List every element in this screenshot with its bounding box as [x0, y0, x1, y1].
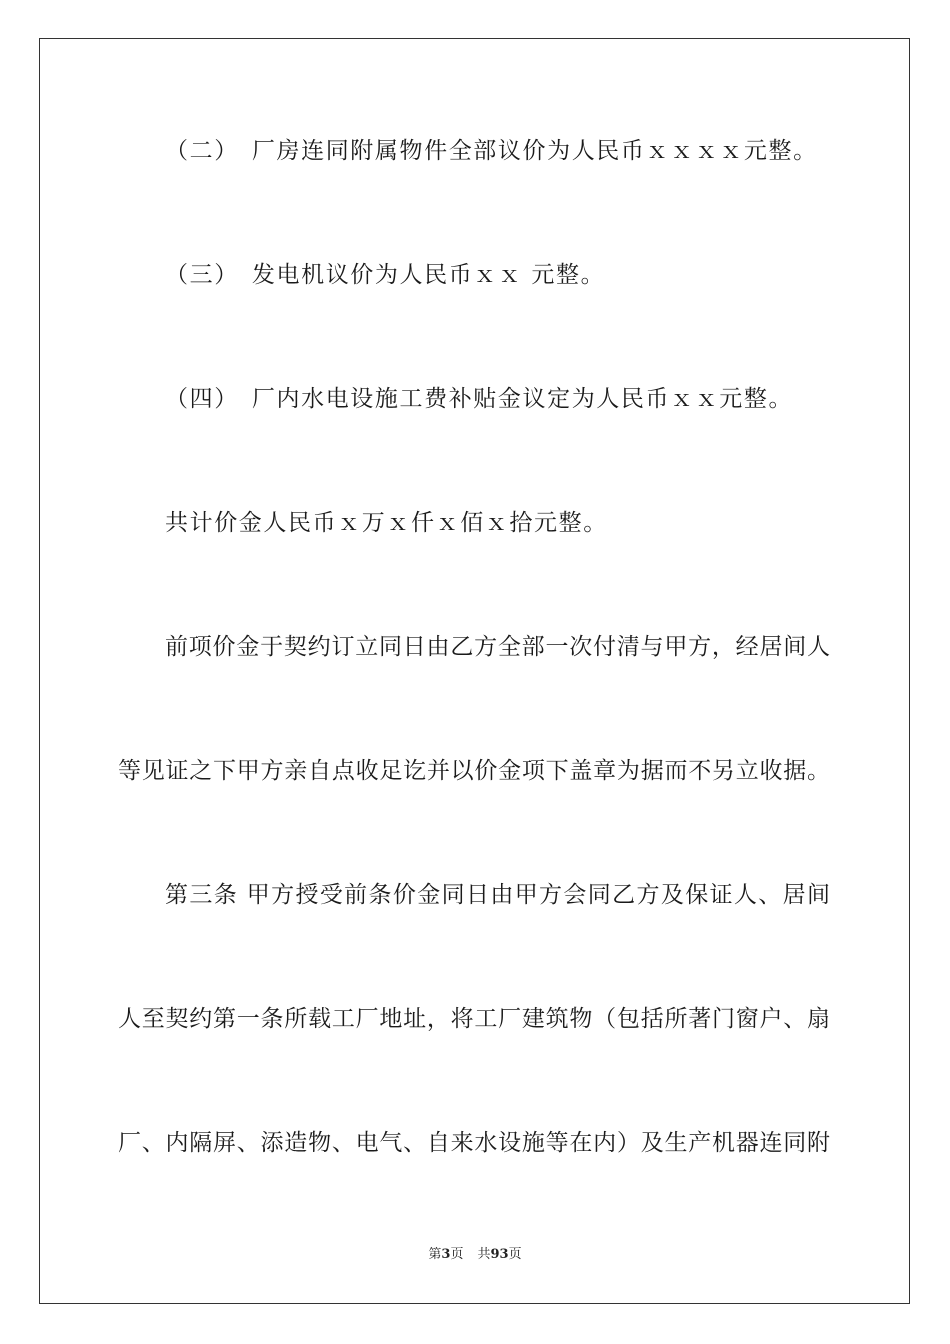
clause-item-2: （二） 厂房连同附属物件全部议价为人民币ｘｘｘｘ元整。	[165, 138, 818, 164]
total-label-suffix: 页	[508, 1247, 522, 1262]
article-three-line-3: 厂、内隔屏、添造物、电气、自来水设施等在内）及生产机器连同附	[118, 1130, 830, 1156]
article-three-line-2: 人至契约第一条所载工厂地址，将工厂建筑物（包括所著门窗户、扇	[118, 1006, 830, 1032]
payment-paragraph-line-2: 等见证之下甲方亲自点收足讫并以价金项下盖章为据而不另立收据。	[118, 758, 830, 784]
clause-item-4: （四） 厂内水电设施工费补贴金议定为人民币ｘｘ元整。	[165, 386, 794, 412]
total-price-line: 共计价金人民币ｘ万ｘ仟ｘ佰ｘ拾元整。	[165, 510, 608, 536]
total-pages: 93	[490, 1247, 509, 1262]
page-number: 3	[441, 1247, 451, 1262]
page-footer	[0, 1247, 950, 1263]
clause-item-3: （三） 发电机议价为人民币ｘｘ 元整。	[165, 262, 606, 288]
page-border	[39, 38, 910, 1304]
total-label-prefix: 共	[477, 1247, 491, 1262]
page-label-prefix: 第	[428, 1247, 442, 1262]
article-three-line-1: 第三条 甲方授受前条价金同日由甲方会同乙方及保证人、居间	[165, 882, 830, 908]
page-label-suffix: 页	[450, 1247, 464, 1262]
payment-paragraph-line-1: 前项价金于契约订立同日由乙方全部一次付清与甲方，经居间人	[165, 634, 830, 660]
